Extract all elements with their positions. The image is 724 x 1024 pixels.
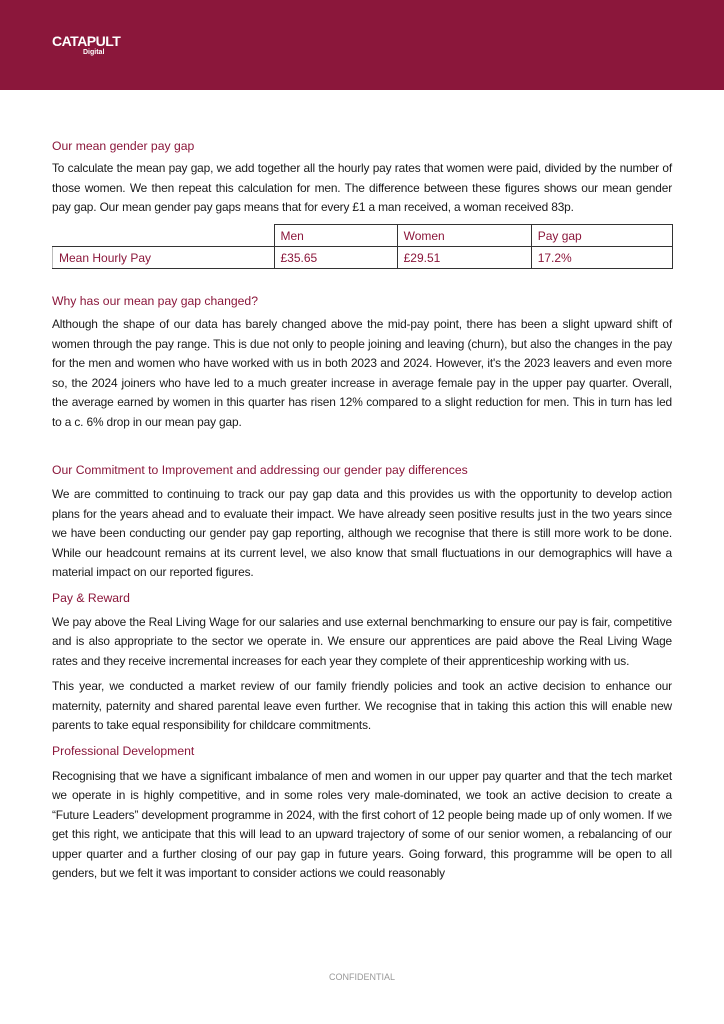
why-text: Although the shape of our data has barely changed above the mid-pay point, there has been a slight upward shift of women through the pay range. This is due not only to people joining and leaving (churn), but also the changes in the pay for the men and women who have worked with us in both 2023 and 2024. However, it's the 2023 leavers and even more so, the 2024 joiners who have led to a much greater increase in average female pay in the upper pay quarter. Overall, the average earned by women in this quarter has risen 12% compared to a slight reduction for men. This in turn has led to a c. 6% drop in our mean pay gap. [52, 317, 672, 429]
table-row [53, 247, 673, 269]
why-heading: Why has our mean pay gap changed? [52, 294, 258, 308]
reward-text-1: We pay above the Real Living Wage for our salaries and use external benchmarking to ensure our pay is fair, competitive and is also appropriate to the sector we operate in. We ensure our apprentices are paid above the Real Living Wage rates and they receive incremental increases for each year they complete of their apprenticeship working with us. [52, 614, 672, 668]
commitment-text: We are committed to continuing to track our pay gap data and this provides us with the opportunity to develop action plans for the years ahead and to evaluate their impact. We have already seen positive results just in the two years since we have been conducting our gender pay gap reporting, although we recognise that there is still more work to be done. While our headcount remains at its current level, we also know that small fluctuations in our demographics will have a material impact on our reported figures. [52, 487, 672, 579]
mean-gap-text: To calculate the mean pay gap, we add together all the hourly pay rates that women were paid, divided by the number of those women. We then repeat this calculation for men. The difference between these figures shows our mean gender pay gap. Our mean gender pay gaps means that for every £1 a man received, a woman received 83p. [52, 161, 672, 214]
value-men: £35.65 [274, 247, 397, 269]
row-label: Mean Hourly Pay [53, 247, 275, 269]
mean-gap-heading: Our mean gender pay gap [52, 139, 195, 153]
development-heading: Professional Development [52, 743, 195, 758]
logo-sub: Digital [83, 49, 105, 56]
reward-text-2: This year, we conducted a market review of our family friendly policies and took an active decision to enhance our maternity, paternity and shared parental leave even further. We recognise that in taking this action this will enable new parents to take equal responsibility for childcare commitments. [52, 679, 672, 732]
commitment-heading: Our Commitment to Improvement and addressing our gender pay differences [52, 463, 468, 477]
mean-pay-table [52, 224, 673, 269]
development-text: Recognising that we have a significant imbalance of men and women in our upper pay quarter and that the tech market we operate in is highly competitive, and in some roles very male-dominated, we took an active decision to create a “Future Leaders” development programme in 2024, with the first cohort of 12 people being made up of only women. If we get this right, we anticipate that this will lead to an upward trajectory of some of our senior women, a rebalancing of our upper quarter and a further closing of our pay gap in future years. Going forward, this programme will be open to all genders, but we felt it was important to consider actions we could reasonably [52, 768, 672, 880]
header-pay-gap: Pay gap [531, 225, 672, 247]
mean-gap-section [52, 137, 672, 218]
value-women: £29.51 [397, 247, 531, 269]
value-pay-gap: 17.2% [531, 247, 672, 269]
logo-main: CATAPULT [52, 33, 121, 49]
header-women: Women [397, 225, 531, 247]
catapult-logo [52, 34, 120, 56]
confidential-footer: CONFIDENTIAL [328, 972, 395, 982]
reward-heading: Pay & Reward [52, 590, 130, 605]
page-header [0, 0, 724, 90]
table-header-row [53, 225, 673, 247]
header-men: Men [274, 225, 397, 247]
commitment-section [52, 461, 672, 884]
why-section [52, 292, 672, 432]
